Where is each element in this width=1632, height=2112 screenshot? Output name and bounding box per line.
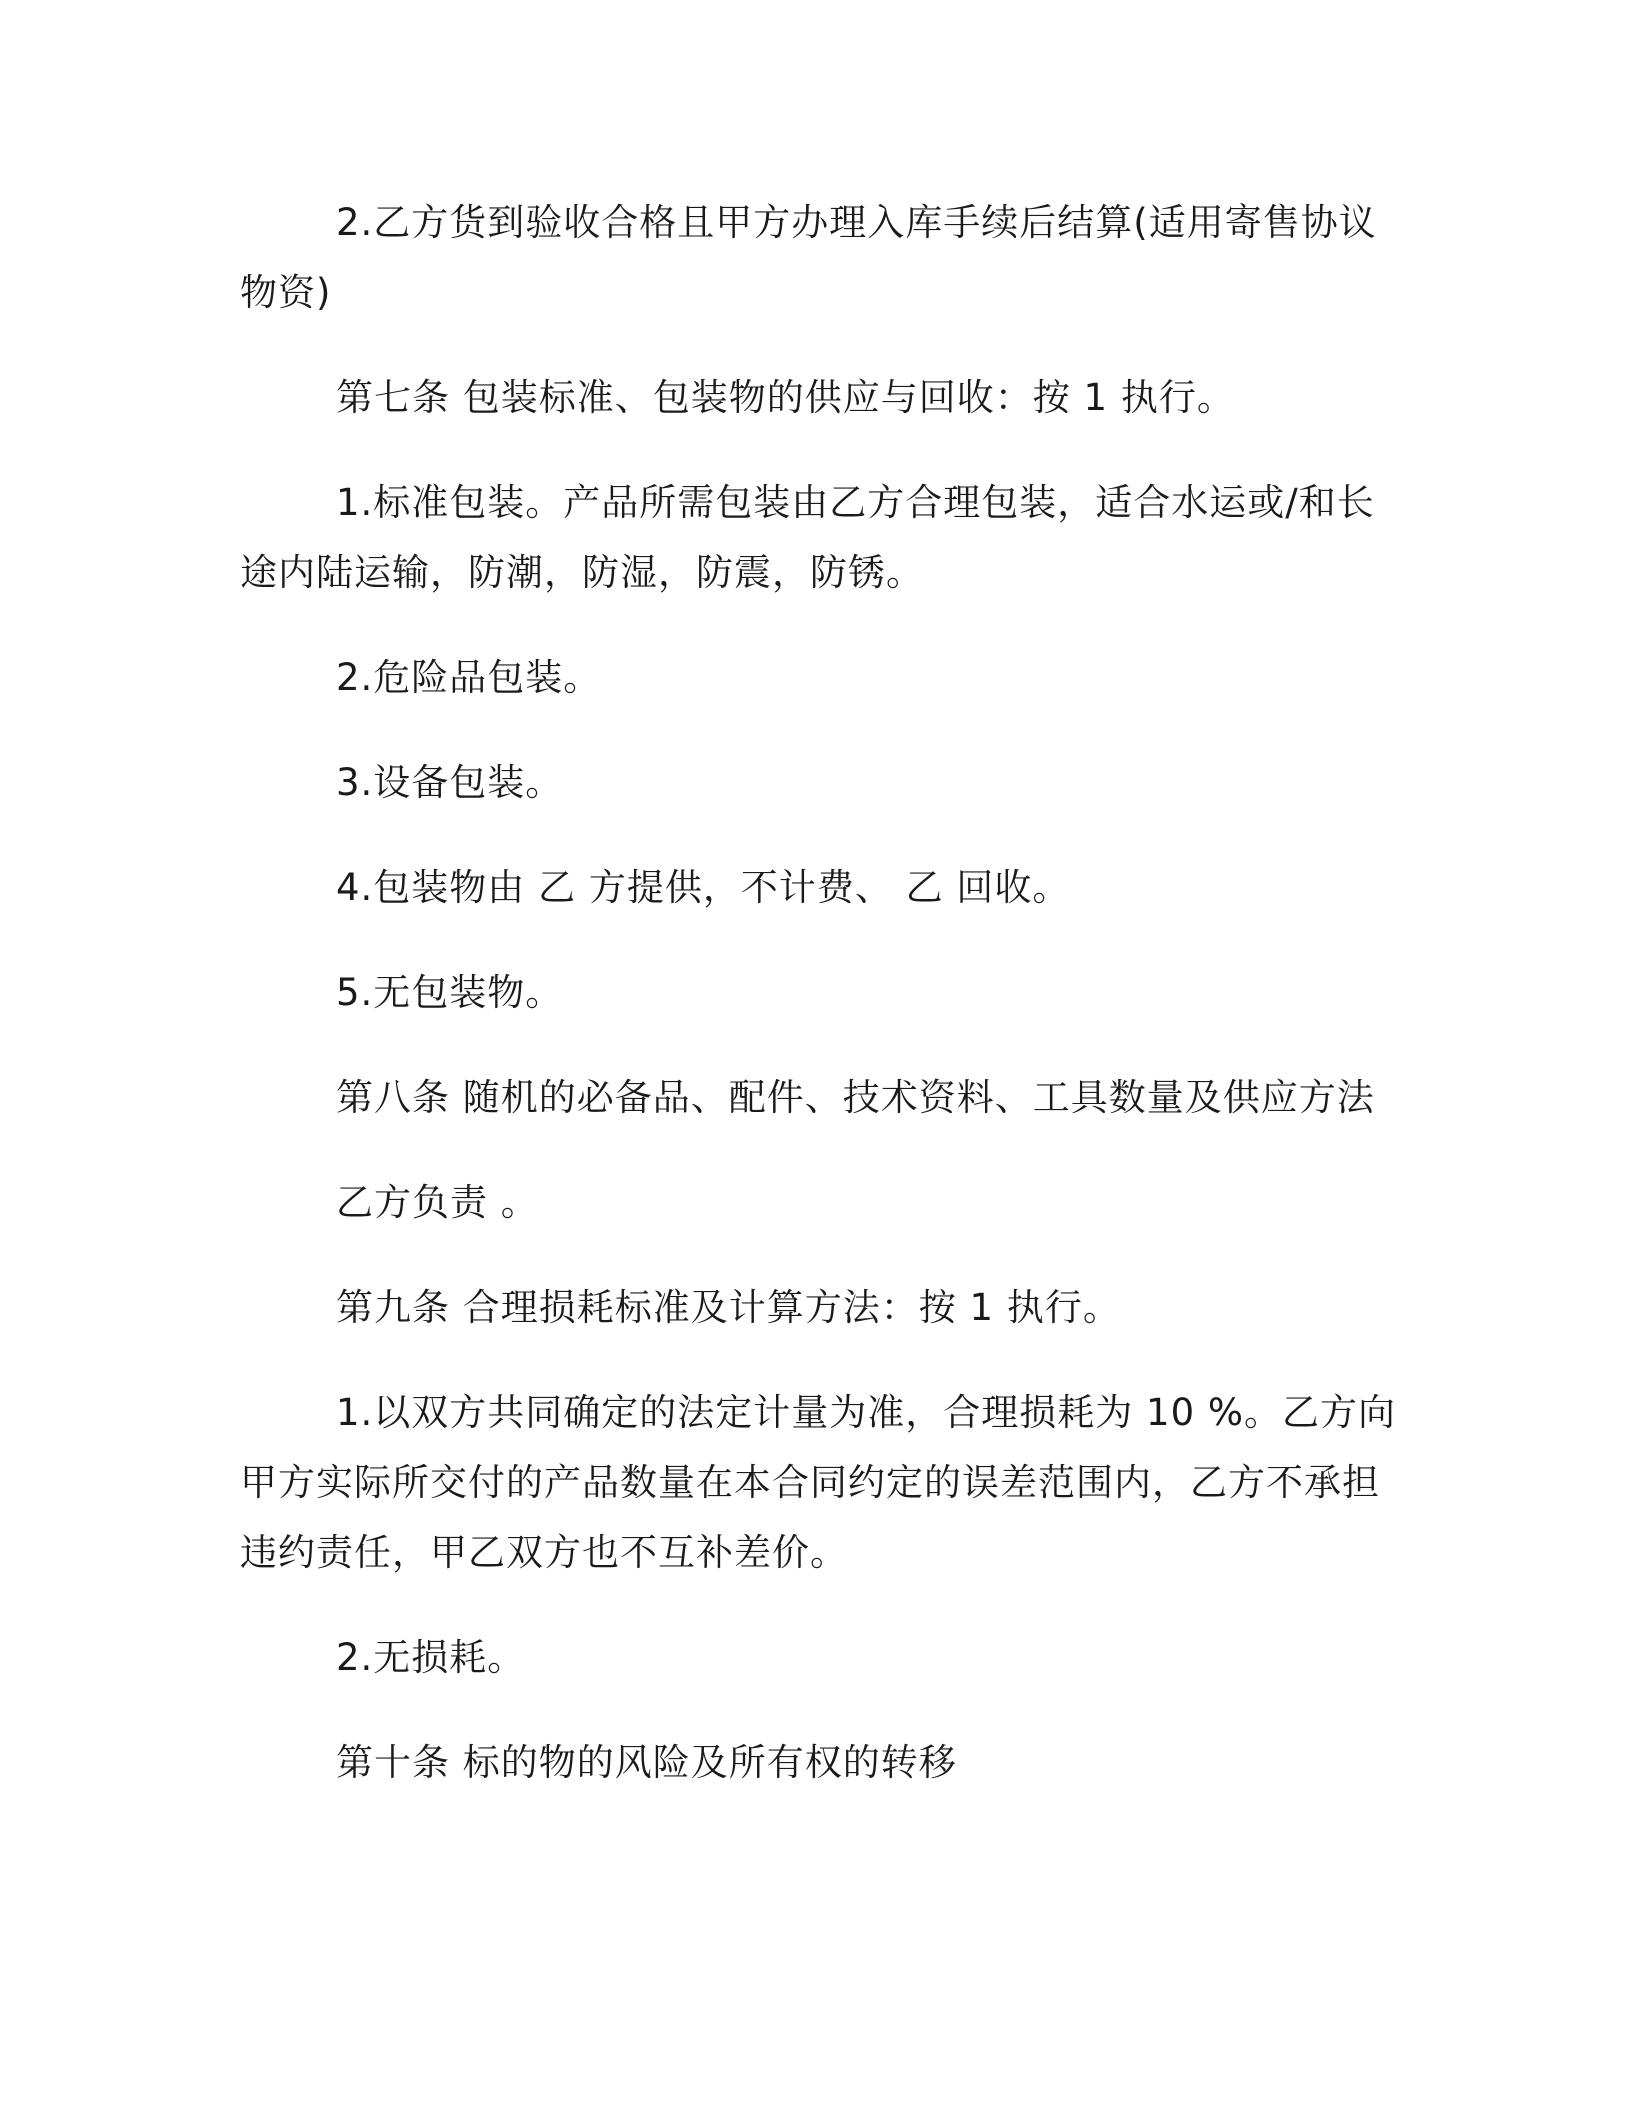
paragraph-hazardous-packaging: 2.危险品包装。 bbox=[336, 656, 602, 699]
paragraph-equipment-packaging: 3.设备包装。 bbox=[336, 761, 564, 804]
paragraph-standard-packaging: 1.标准包装。产品所需包装由乙方合理包装，适合水运或/和长途内陆运输，防潮，防湿，防震，防锈。 bbox=[240, 481, 1375, 594]
paragraph-reasonable-loss: 1.以双方共同确定的法定计量为准，合理损耗为 10 %。乙方向甲方实际所交付的产品数量在本合同约定的误差范围内，乙方不承担违约责任，甲乙双方也不互补差价。 bbox=[240, 1391, 1397, 1574]
paragraph-packaging-supply: 4.包装物由 乙 方提供，不计费、 乙 回收。 bbox=[336, 866, 1071, 909]
paragraph-settlement-consignment: 2.乙方货到验收合格且甲方办理入库手续后结算(适用寄售协议物资) bbox=[240, 201, 1377, 314]
heading-article-8-accessories: 第八条 随机的必备品、配件、技术资料、工具数量及供应方法 bbox=[336, 1076, 1375, 1119]
paragraph-no-packaging: 5.无包装物。 bbox=[336, 971, 564, 1014]
heading-article-10-risk-ownership: 第十条 标的物的风险及所有权的转移 bbox=[336, 1741, 957, 1784]
paragraph-no-loss: 2.无损耗。 bbox=[336, 1636, 526, 1679]
heading-article-9-loss: 第九条 合理损耗标准及计算方法：按 1 执行。 bbox=[336, 1286, 1121, 1329]
document-body bbox=[240, 188, 1400, 1833]
heading-article-7-packaging: 第七条 包装标准、包装物的供应与回收：按 1 执行。 bbox=[336, 376, 1235, 419]
paragraph-party-b-responsible: 乙方负责 。 bbox=[336, 1181, 539, 1224]
